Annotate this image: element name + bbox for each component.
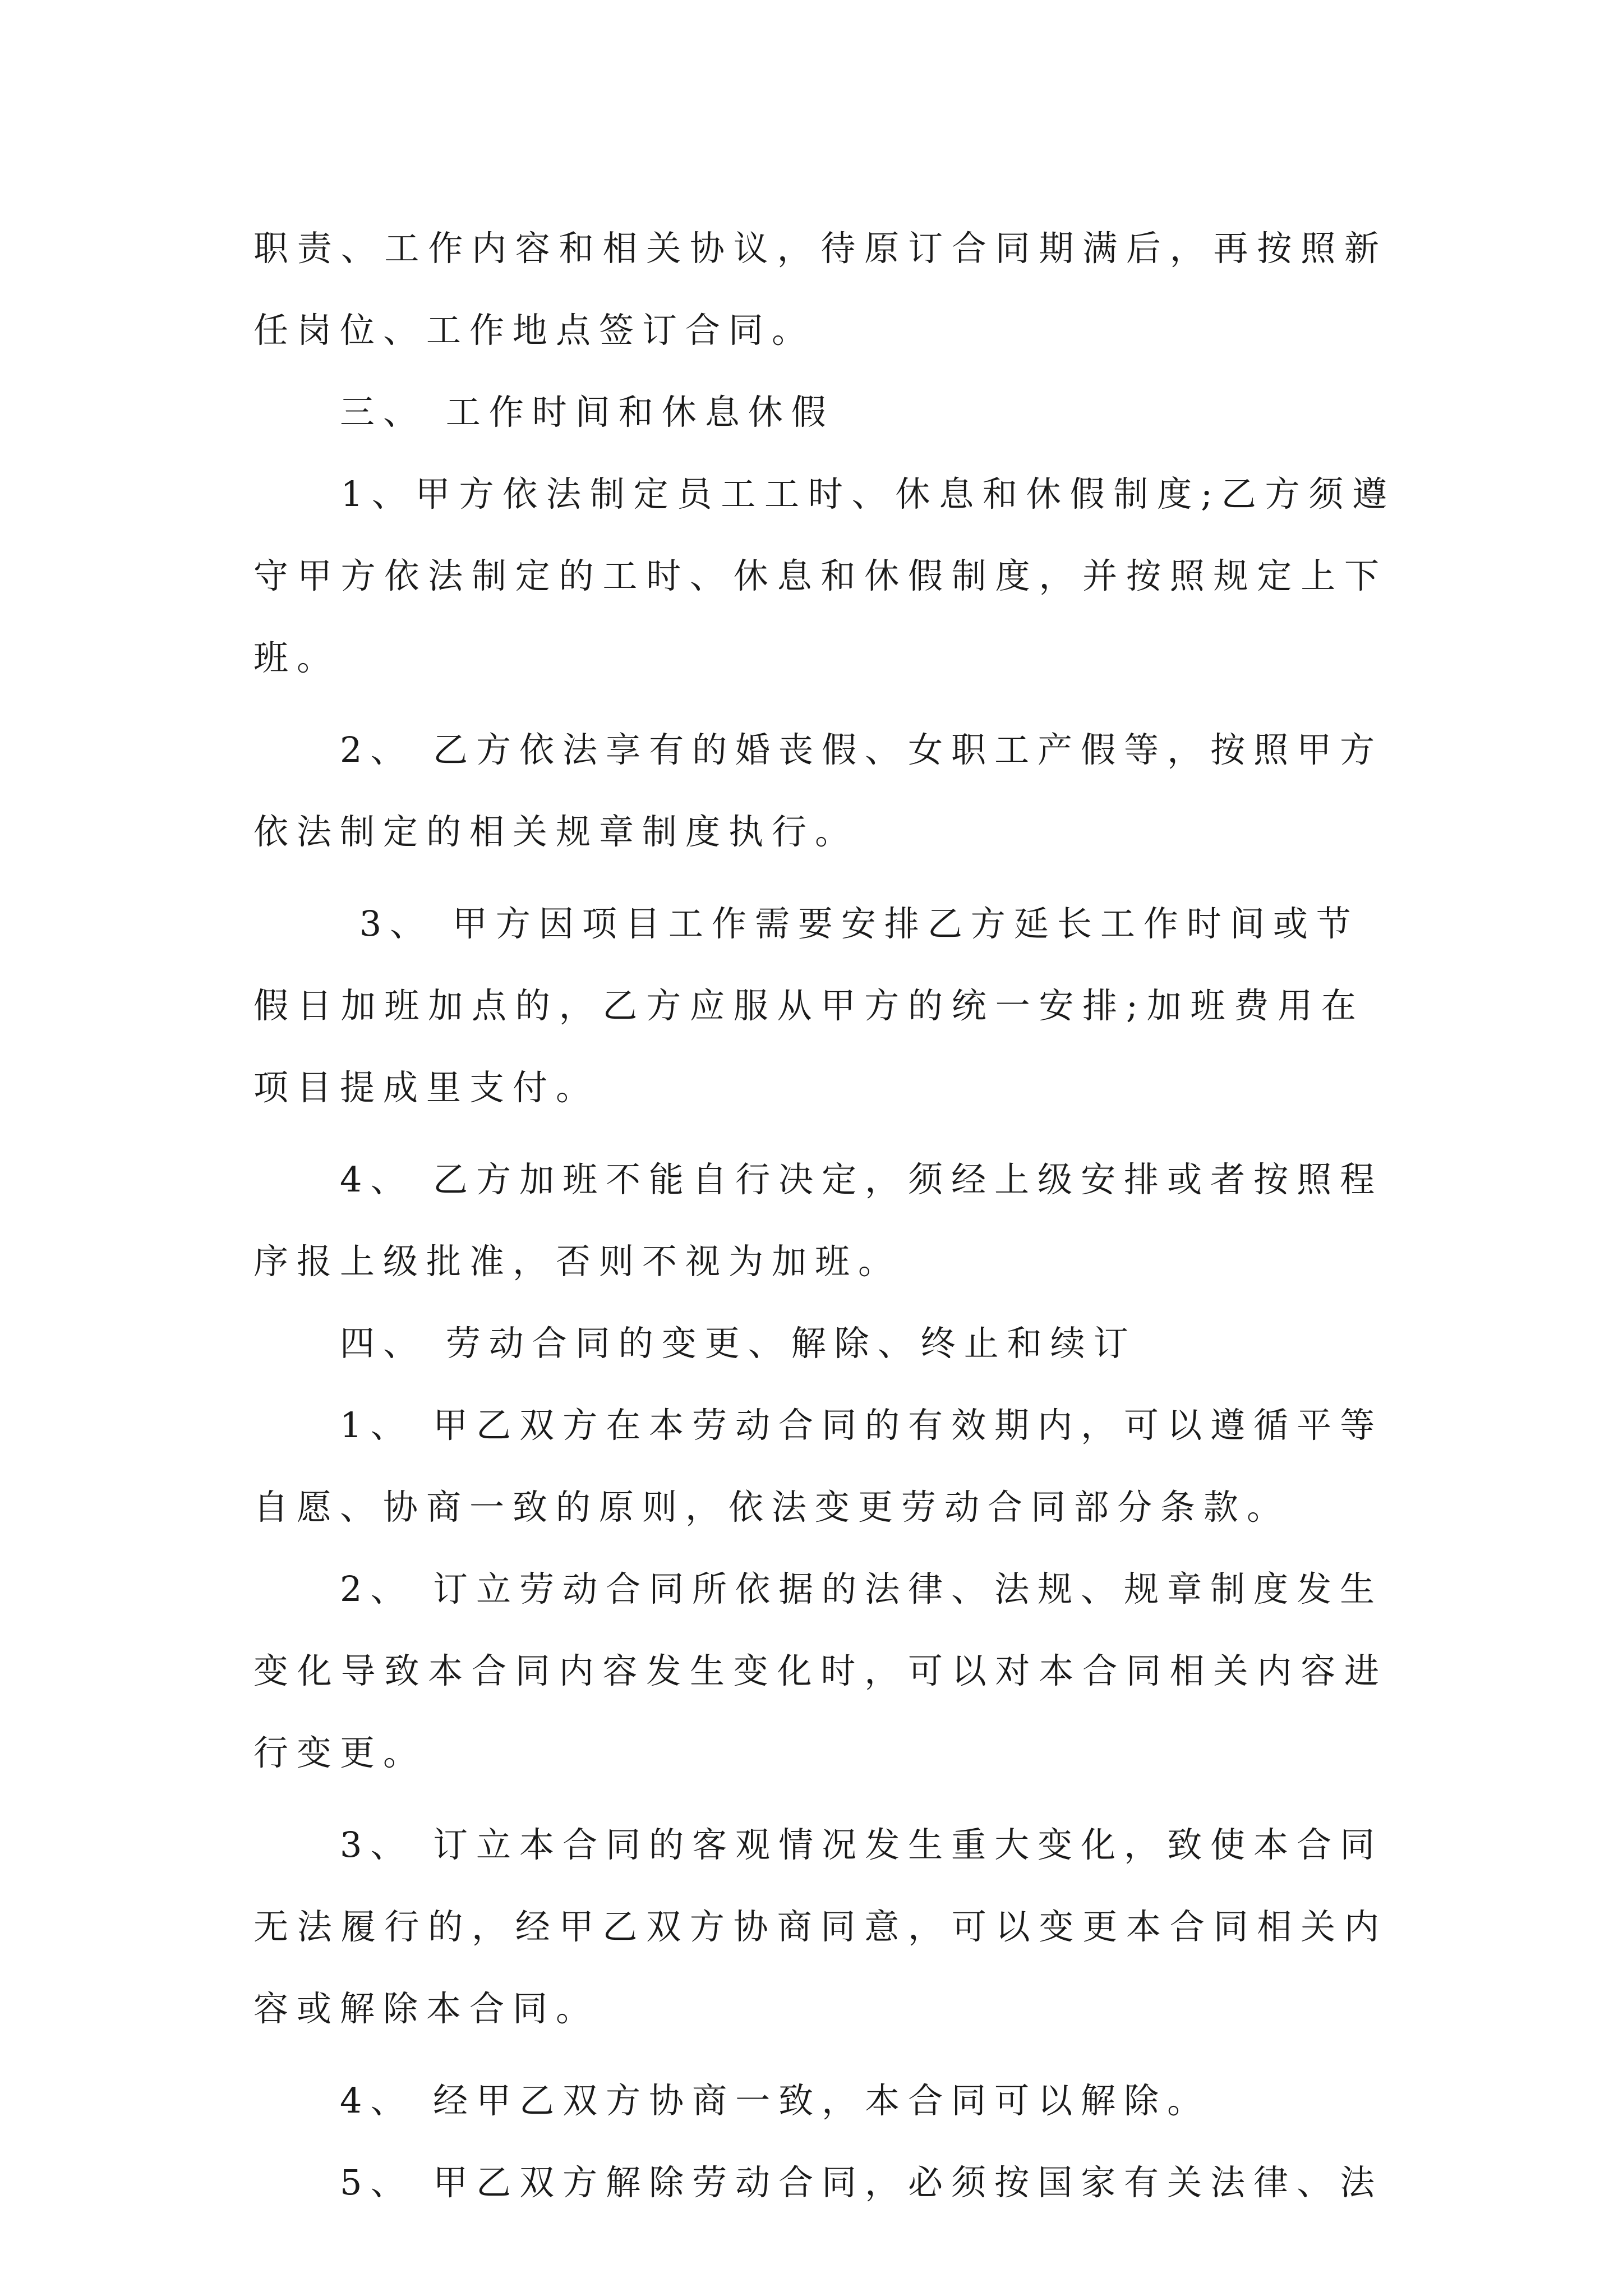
text-line: 3、 订立本合同的客观情况发生重大变化，致使本合同 [253,1824,1384,1865]
text-line: 任岗位、工作地点签订合同。 [253,310,815,351]
text-line: 变化导致本合同内容发生变化时，可以对本合同相关内容进 [253,1650,1388,1691]
section-heading: 三、 工作时间和休息休假 [253,392,834,432]
section-heading: 四、 劳动合同的变更、解除、终止和续订 [253,1323,1137,1364]
text-line: 守甲方依法制定的工时、休息和休假制度，并按照规定上下 [253,555,1388,596]
text-line: 2、 乙方依法享有的婚丧假、女职工产假等，按照甲方 [253,729,1384,770]
text-line: 1、 甲乙双方在本劳动合同的有效期内，可以遵循平等 [253,1405,1384,1446]
text-line: 班。 [253,637,340,678]
text-line: 容或解除本合同。 [253,1988,600,2029]
text-line: 2、 订立劳动合同所依据的法律、法规、规章制度发生 [253,1568,1384,1609]
text-line: 3、 甲方因项目工作需要安排乙方延长工作时间或节 [253,903,1359,944]
document-body [253,208,1396,2224]
text-line: 序报上级批准，否则不视为加班。 [253,1241,902,1282]
text-line: 1、甲方依法制定员工工时、休息和休假制度;乙方须遵 [253,473,1396,514]
text-line: 职责、工作内容和相关协议，待原订合同期满后，再按照新 [253,228,1388,269]
text-line: 项目提成里支付。 [253,1067,600,1108]
text-line: 假日加班加点的，乙方应服从甲方的统一安排;加班费用在 [253,985,1365,1026]
text-line: 4、 经甲乙双方协商一致，本合同可以解除。 [253,2080,1211,2121]
text-line: 自愿、协商一致的原则，依法变更劳动合同部分条款。 [253,1487,1290,1527]
text-line: 4、 乙方加班不能自行决定，须经上级安排或者按照程 [253,1159,1384,1200]
text-line: 依法制定的相关规章制度执行。 [253,811,859,852]
text-line: 5、 甲乙双方解除劳动合同，必须按国家有关法律、法 [253,2162,1384,2203]
text-line: 行变更。 [253,1732,427,1773]
text-line: 无法履行的，经甲乙双方协商同意，可以变更本合同相关内 [253,1906,1388,1947]
